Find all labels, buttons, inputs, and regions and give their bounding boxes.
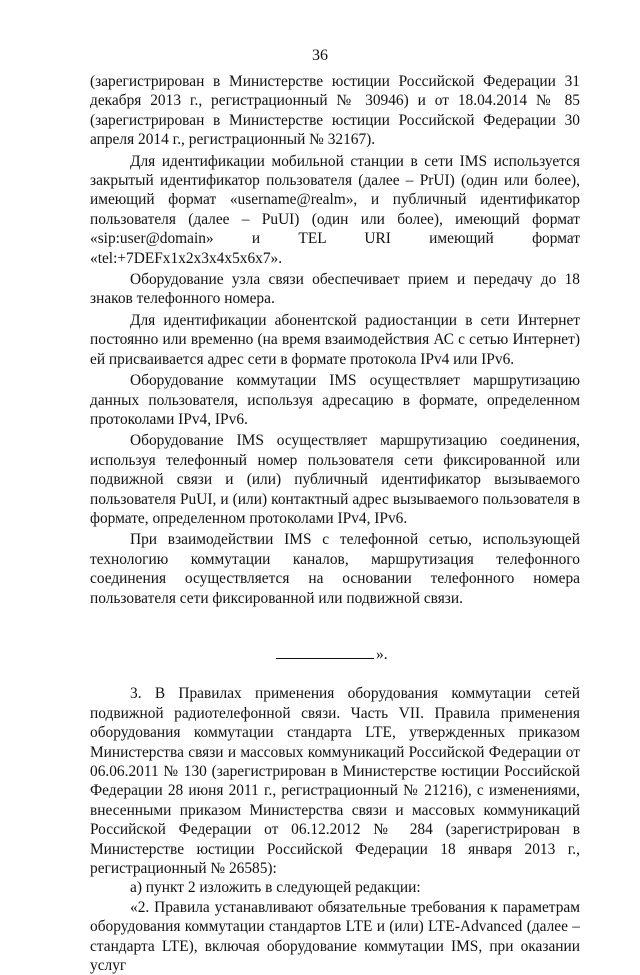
paragraph-circuit-switched-interworking: При взаимодействии IMS с телефонной сетью, использующей технологию коммутации каналов, маршрутизация телефонного соединения осуществляется на основании телефонного номера пользователя сети фиксированной или подвижной связи. [90, 531, 580, 607]
item-a: а) пункт 2 изложить в следующей редакции: [130, 879, 421, 897]
paragraph-ims-identifiers: Для идентификации мобильной станции в сети IMS используется закрытый идентификатор пользователя (далее – PrUI) (один или более), имеющий формат «username@realm», и публичный идентификатор пользователя (далее – PuUI) (один или более), имеющий формат «sip:user@domain» и TEL URI имеющий формат «tel:+7DEFx1x2x3x4x5x6x7». [90, 152, 580, 267]
item-2-text: «2. Правила устанавливают обязательные требования к параметрам оборудования коммутации стандартов LTE и (или) LTE-Advanced (далее – стандарта LTE), включая оборудование коммутации IMS, при оказании услуг [90, 898, 580, 975]
paragraph-internet-addressing: Для идентификации абонентской радиостанции в сети Интернет постоянно или временно (на время взаимодействия АС с сетью Интернет) ей присваивается адрес сети в формате протокола IPv4 или IPv6. [90, 311, 580, 368]
paragraph-registration-continued: (зарегистрирован в Министерстве юстиции Российской Федерации 31 декабря 2013 г., регистрационный № 30946) и от 18.04.2014 № 85 (зарегистрирован в Министерстве юстиции Российской Федерации 30 апреля 2014 г., регистрационный № 32167). [90, 73, 580, 149]
document-body [90, 72, 580, 975]
paragraph-number-length: Оборудование узла связи обеспечивает прием и передачу до 18 знаков телефонного номера. [90, 271, 580, 308]
closing-line [90, 644, 580, 664]
page-number: 36 [312, 47, 328, 64]
closing-mark: ». [376, 645, 388, 663]
paragraph-ims-data-routing: Оборудование коммутации IMS осуществляет маршрутизацию данных пользователя, используя адресацию в формате, определенном протоколами IPv4, IPv6. [90, 372, 580, 428]
section-3-paragraph: 3. В Правилах применения оборудования коммутации сетей подвижной радиотелефонной связи. Часть VII. Правила применения оборудования коммутации стандарта LTE, утвержденных приказом Министерства связи и массовых коммуникаций Российской Федерации от 06.06.2011 № 130 (зарегистрирован в Министерстве юстиции Российской Федерации 28 июня 2011 г., регистрационный № 21216), с изменениями, внесенными приказом Министерства связи и массовых коммуникаций Российской Федерации от 06.12.2012 № 284 (зарегистрирован в Министерстве юстиции Российской Федерации 18 января 2013 г., регистрационный № 26585): [90, 685, 580, 878]
closing-underline [276, 644, 374, 659]
paragraph-ims-connection-routing: Оборудование IMS осуществляет маршрутизацию соединения, используя телефонный номер пользователя сети фиксированной или подвижной связи и (или) публичный идентификатор вызываемого пользователя PuUI, и (или) контактный адрес вызываемого пользователя в формате, определенном протоколами IPv4, IPv6. [90, 432, 580, 527]
